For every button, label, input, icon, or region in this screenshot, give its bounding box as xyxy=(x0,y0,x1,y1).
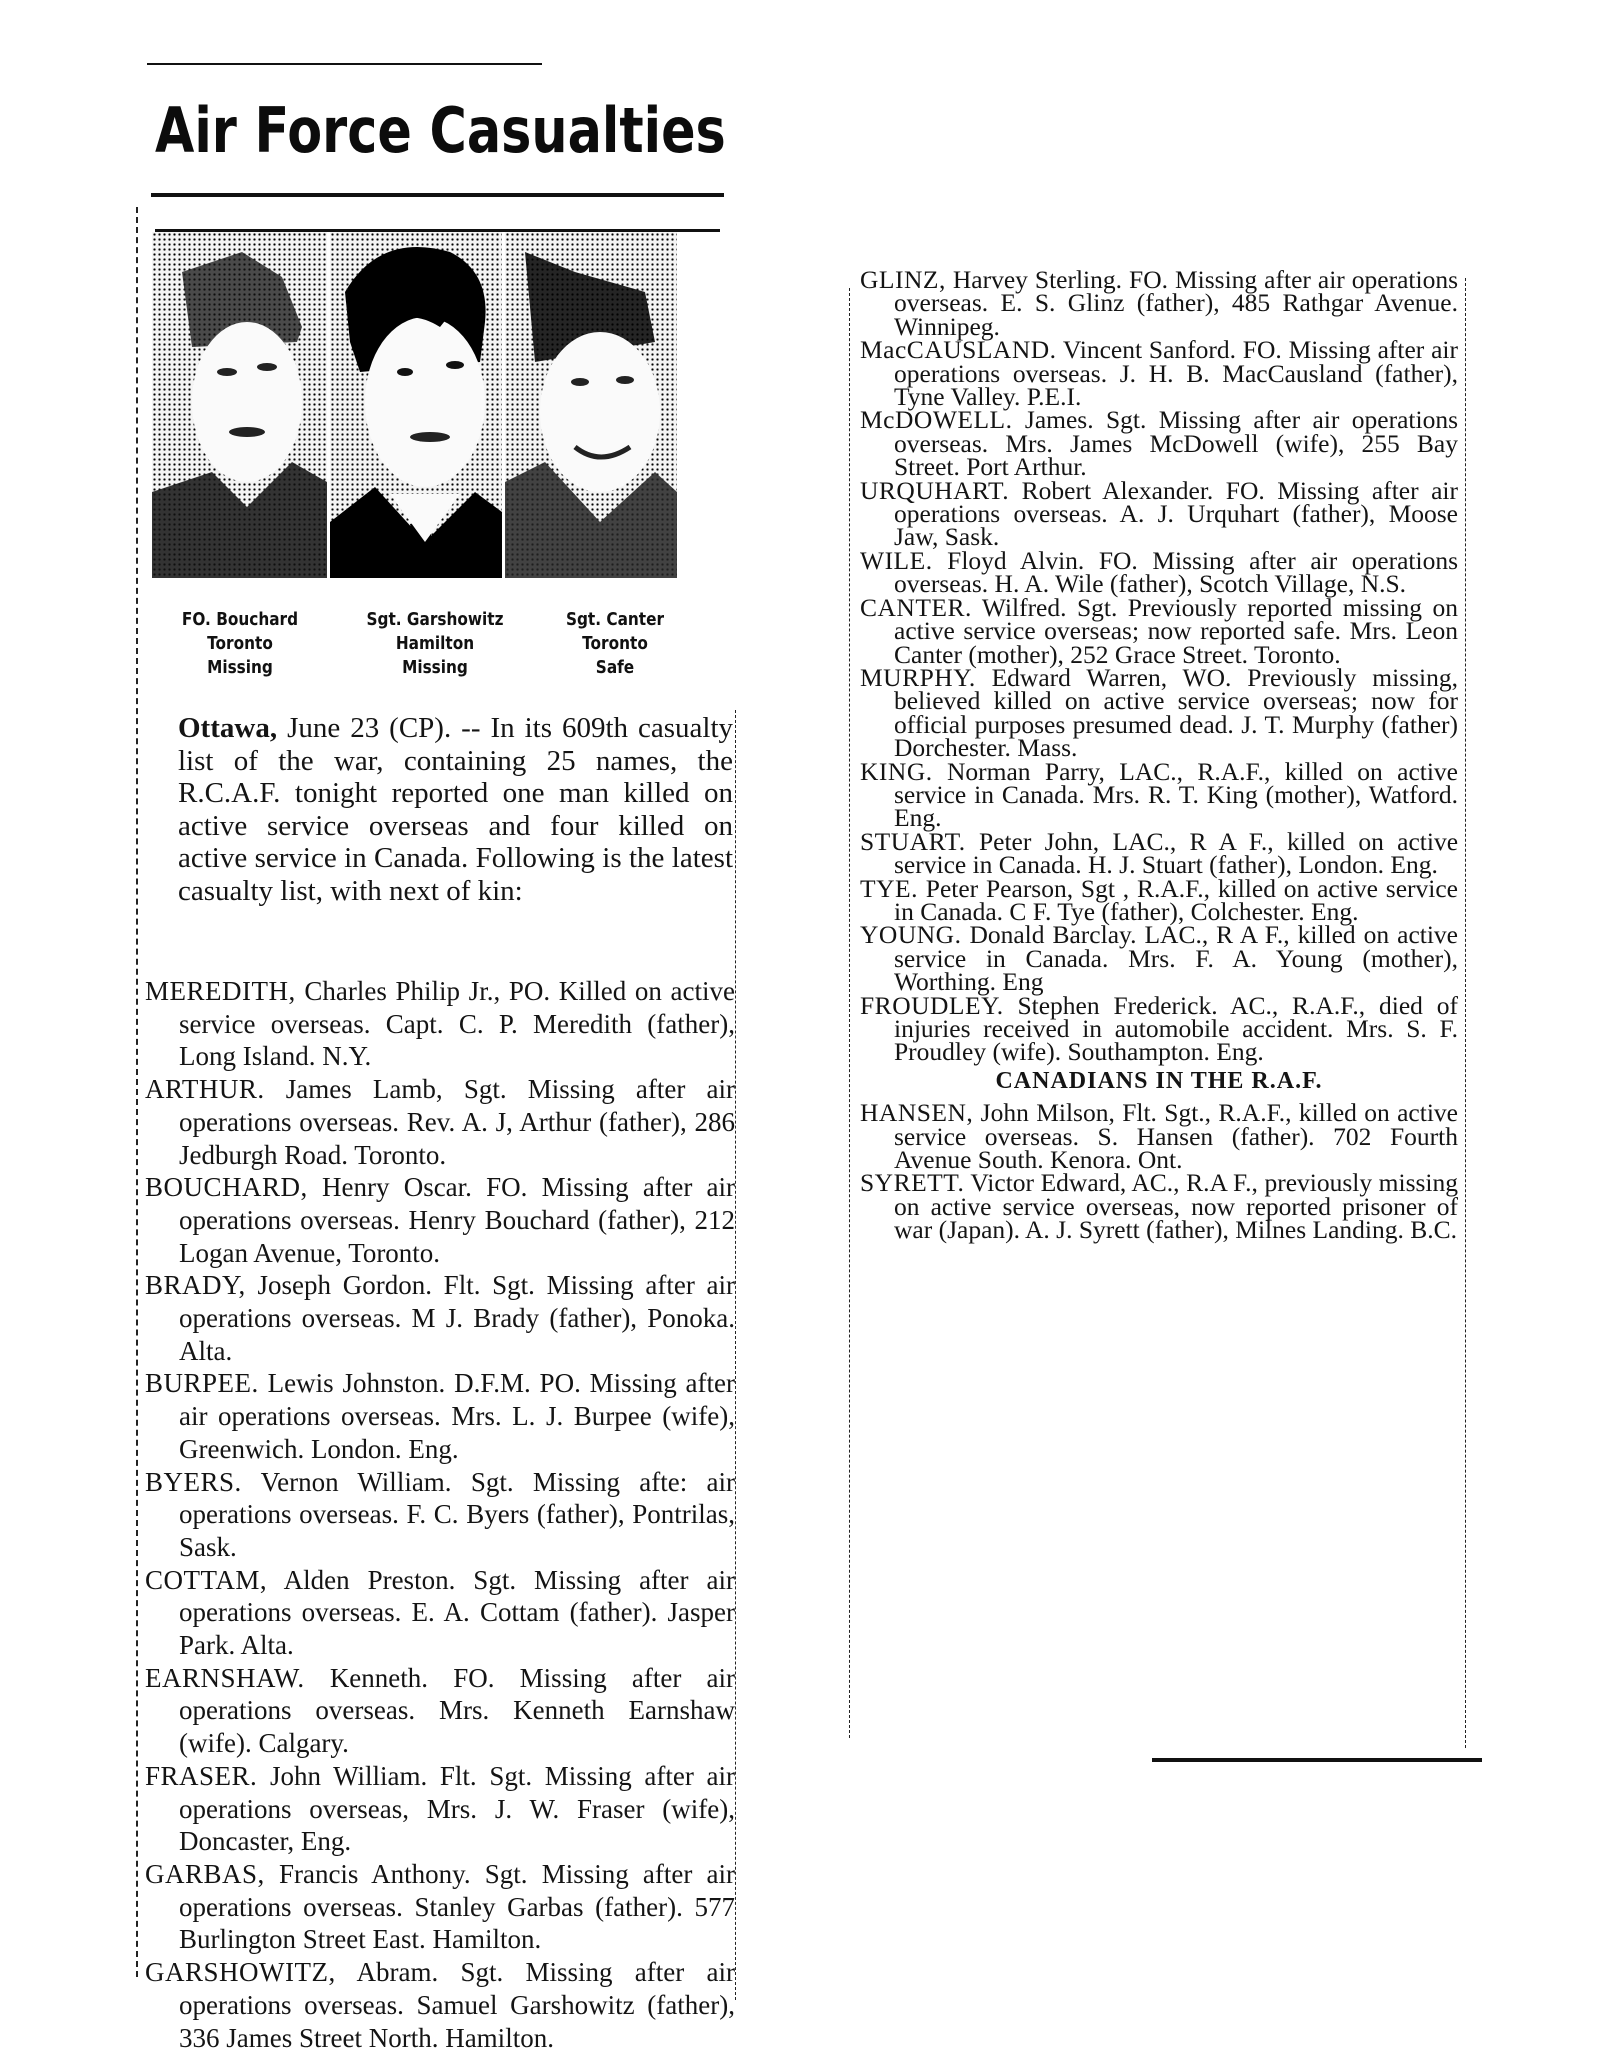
entry-text: Edward Warren, WO. Previously missing, believed killed on active service overseas; now for official purposes presumed dead. J. T. Murphy (father) Dorchester. Mass. xyxy=(894,662,1459,763)
surname: KING. xyxy=(860,756,933,786)
headline: Air Force Casualties xyxy=(155,94,726,167)
entry-text: Victor Edward, AC., R.A F., previously missing on active service overseas, now reported prisoner of war (Japan). A. J. Syrett (father), Milnes Landing. B.C. xyxy=(894,1168,1459,1245)
caption-line: Hamilton xyxy=(395,633,475,654)
caption-garshowitz xyxy=(359,608,512,680)
surname: GARBAS, xyxy=(145,1858,265,1889)
caption-line: Toronto xyxy=(207,633,273,654)
casualty-list-left xyxy=(145,975,735,2054)
caption-line: Sgt. Canter xyxy=(565,609,665,630)
casualty-entry xyxy=(860,592,1458,669)
casualty-entry xyxy=(145,1564,735,1662)
section-heading: CANADIANS IN THE R.A.F. xyxy=(995,1067,1323,1094)
right-column-right-border xyxy=(1465,278,1466,1748)
portrait-photo-icon xyxy=(330,232,502,578)
casualty-entry xyxy=(145,1760,735,1858)
caption-line: Sgt. Garshowitz xyxy=(366,609,504,630)
entry-text: Peter John, LAC., R A F., killed on active service in Canada. H. J. Stuart (father), London. Eng. xyxy=(894,826,1459,880)
photo-garshowitz xyxy=(330,232,502,578)
entry-text: Henry Oscar. FO. Missing after air operations overseas. Henry Bouchard (father), 212 Logan Avenue, Toronto. xyxy=(179,1172,735,1268)
casualty-entry xyxy=(145,1662,735,1760)
casualty-entry xyxy=(860,265,1458,341)
surname: GARSHOWITZ, xyxy=(145,1957,336,1988)
photo-canter xyxy=(505,232,677,578)
end-rule xyxy=(1152,1758,1482,1762)
casualty-entry xyxy=(860,662,1459,763)
entry-text: Joseph Gordon. Flt. Sgt. Missing after air operations overseas. M J. Brady (father), Ponoka. Alta. xyxy=(179,1270,736,1366)
casualty-entry xyxy=(860,475,1459,552)
casualty-entry xyxy=(145,1367,735,1465)
entry-text: Peter Pearson, Sgt , R.A.F., killed on active service in Canada. C F. Tye (father), Colchester. Eng. xyxy=(894,873,1459,926)
lead-text: June 23 (CP). -- In its 609th casualty list of the war, containing 25 names, the R.C.A.F. tonight reported one man killed on active service overseas and four killed on active service in Canada. Following is the latest casualty list, with next of kin: xyxy=(178,712,734,907)
surname: BOUCHARD, xyxy=(145,1172,308,1203)
entry-text: John Milson, Flt. Sgt., R.A.F., killed on active service overseas. S. Hansen (father). 702 Fourth Avenue South. Kenora. Ont. xyxy=(894,1098,1458,1175)
caption-line: Toronto xyxy=(582,633,648,654)
surname: GLINZ, xyxy=(860,265,946,294)
surname: FRASER. xyxy=(145,1760,258,1791)
entry-text: Francis Anthony. Sgt. Missing after air operations overseas. Stanley Garbas (father). 577 Burlington Street East. Hamilton. xyxy=(179,1858,735,1955)
entry-text: James. Sgt. Missing after air operations overseas. Mrs. James McDowell (wife), 255 Bay Street. Port Arthur. xyxy=(894,405,1458,482)
surname: URQUHART. xyxy=(860,475,1010,505)
surname: SYRETT. xyxy=(860,1168,965,1198)
entry-text: Norman Parry, LAC., R.A.F., killed on active service in Canada. Mrs. R. T. King (mother), Watford. Eng. xyxy=(894,756,1458,833)
casualty-entry xyxy=(145,1269,735,1367)
photo-bouchard xyxy=(152,232,327,578)
surname: ARTHUR. xyxy=(145,1074,265,1105)
casualty-entry xyxy=(145,975,735,1073)
surname: MacCAUSLAND. xyxy=(860,335,1057,365)
caption-line: Missing xyxy=(402,657,468,678)
entry-text: John William. Flt. Sgt. Missing after air operations overseas, Mrs. J. W. Fraser (wife), Doncaster, Eng. xyxy=(179,1760,736,1857)
portrait-photo-icon xyxy=(152,232,327,578)
surname: HANSEN, xyxy=(860,1098,974,1128)
surname: WILE. xyxy=(860,545,933,575)
surname: BURPEE. xyxy=(145,1368,259,1399)
entry-text: James Lamb, Sgt. Missing after air operations overseas. Rev. A. J, Arthur (father), 286 Jedburgh Road. Toronto. xyxy=(179,1074,735,1170)
casualty-entry xyxy=(145,1073,735,1171)
entry-text: Stephen Frederick. AC., R.A.F., died of injuries received in automobile accident. Mrs. S. F. Proudley (wife). Southampton. Eng. xyxy=(894,990,1458,1067)
casualty-entry xyxy=(860,545,1459,599)
casualty-entry xyxy=(860,756,1458,833)
entry-text: Wilfred. Sgt. Previously reported missing on active service overseas; now reported safe. Mrs. Leon Canter (mother), 252 Grace Street. Toronto. xyxy=(894,592,1458,669)
entry-text: Vernon William. Sgt. Missing afte: air operations overseas. F. C. Byers (father), Pontrilas, Sask. xyxy=(179,1466,736,1562)
casualty-entry xyxy=(145,1171,735,1269)
lead-paragraph xyxy=(178,712,733,907)
casualty-entry xyxy=(860,1098,1458,1175)
entry-text: Harvey Sterling. FO. Missing after air operations overseas. E. S. Glinz (father), 485 Rathgar Avenue. Winnipeg. xyxy=(894,265,1458,341)
entry-text: Lewis Johnston. D.F.M. PO. Missing after air operations overseas. Mrs. L. J. Burpee (wife), Greenwich. London. Eng. xyxy=(179,1368,735,1464)
surname: MEREDITH, xyxy=(145,976,296,1006)
surname: TYE. xyxy=(860,873,918,903)
caption-line: Safe xyxy=(595,657,635,678)
casualty-entry xyxy=(860,1168,1459,1245)
photo-strip xyxy=(152,232,720,578)
casualty-entry xyxy=(860,405,1458,482)
casualty-entry xyxy=(145,1858,735,1956)
surname: McDOWELL. xyxy=(860,405,1013,435)
entry-text: Floyd Alvin. FO. Missing after air operations overseas. H. A. Wile (father), Scotch Village, N.S. xyxy=(894,545,1459,599)
surname: EARNSHAW. xyxy=(145,1662,305,1693)
entry-text: Vincent Sanford. FO. Missing after air operations overseas. J. H. B. MacCausland (father), Tyne Valley. P.E.I. xyxy=(894,335,1458,412)
casualty-entry xyxy=(860,990,1458,1067)
left-column-right-border xyxy=(735,710,736,2000)
surname: YOUNG. xyxy=(860,920,962,950)
entry-text: Donald Barclay. LAC., R A F., killed on active service in Canada. Mrs. F. A. Young (mother), Worthing. Eng xyxy=(894,920,1459,997)
headline-rule xyxy=(151,193,724,197)
caption-canter xyxy=(539,608,692,680)
casualty-list-right xyxy=(860,265,1459,1245)
caption-line: FO. Bouchard xyxy=(181,609,299,630)
surname: COTTAM, xyxy=(145,1564,268,1595)
casualty-entry xyxy=(145,1466,735,1564)
casualty-entry xyxy=(860,335,1458,412)
surname: FROUDLEY. xyxy=(860,990,1004,1020)
entry-text: Abram. Sgt. Missing after air operations overseas. Samuel Garshowitz (father), 336 James Street North. Hamilton. xyxy=(179,1957,735,2053)
entry-text: Alden Preston. Sgt. Missing after air operations overseas. E. A. Cottam (father). Jasper Park. Alta. xyxy=(179,1564,735,1661)
entry-text: Robert Alexander. FO. Missing after air operations overseas. A. J. Urquhart (father), Moose Jaw, Sask. xyxy=(894,475,1459,552)
casualty-entry xyxy=(860,826,1459,880)
surname: BRADY, xyxy=(145,1270,246,1301)
caption-bouchard xyxy=(164,608,317,680)
surname: CANTER. xyxy=(860,592,972,622)
right-column-left-border xyxy=(849,288,850,1738)
casualty-entry xyxy=(860,920,1459,997)
surname: STUART. xyxy=(860,826,966,856)
top-rule xyxy=(147,63,542,65)
caption-line: Missing xyxy=(207,657,273,678)
entry-text: Charles Philip Jr., PO. Killed on active service overseas. Capt. C. P. Meredith (father), Long Island. N.Y. xyxy=(179,976,735,1072)
entry-text: Kenneth. FO. Missing after air operations overseas. Mrs. Kenneth Earnshaw (wife). Calgary. xyxy=(179,1662,736,1759)
surname: BYERS. xyxy=(145,1466,242,1497)
surname: MURPHY. xyxy=(860,662,976,692)
portrait-photo-icon xyxy=(505,232,677,578)
left-column-border xyxy=(136,207,138,1977)
dateline: Ottawa, xyxy=(178,712,278,744)
casualty-entry xyxy=(145,1956,735,2054)
casualty-entry xyxy=(860,873,1459,926)
